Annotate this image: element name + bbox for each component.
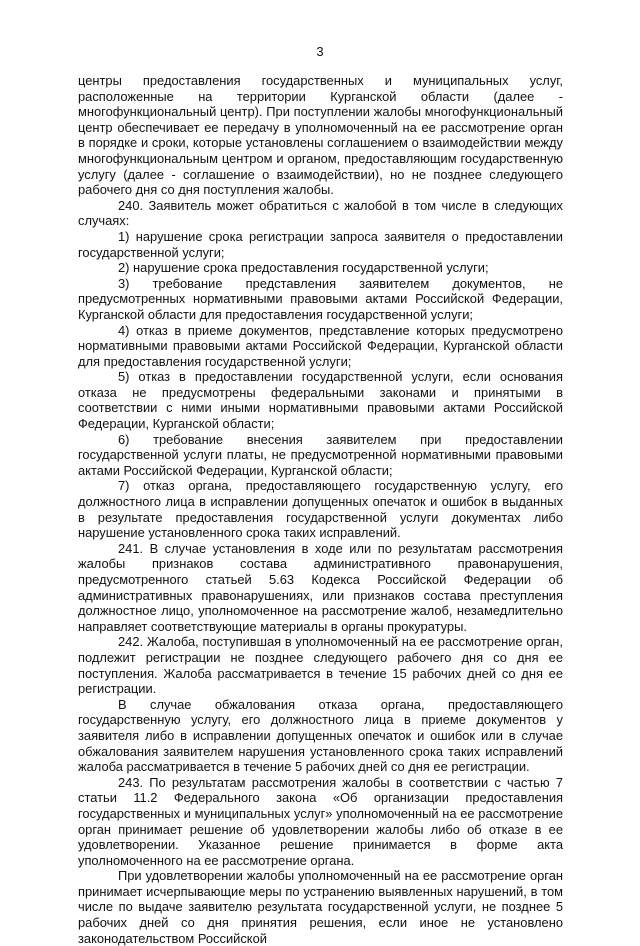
list-item-1: 1) нарушение срока регистрации запроса заявителя о предоставлении государственной услуги; [78,228,563,260]
list-item-7: 7) отказ органа, предоставляющего государственную услугу, его должностного лица в исправлении допущенных опечаток и ошибок в выданных в результате предоставления государственной услуги документах либо нарушение установленного срока таких исправлений. [78,478,563,541]
paragraph-242: 242. Жалоба, поступившая в уполномоченный на ее рассмотрение орган, подлежит регистрации не позднее следующего рабочего дня со дня ее поступления. Жалоба рассматривается в течение 15 рабочих дней со дня ее регистрации. [78,634,563,697]
paragraph-243-continuation: При удовлетворении жалобы уполномоченный на ее рассмотрение орган принимает исчерпывающие меры по устранению выявленных нарушений, в том числе по выдаче заявителю результата государственной услуги, не позднее 5 рабочих дней со дня принятия решения, если иное не установлено законодательством Российской [78,868,563,946]
paragraph-243: 243. По результатам рассмотрения жалобы в соответствии с частью 7 статьи 11.2 Федерального закона «Об организации предоставления государственных и муниципальных услуг» уполномоченный на ее рассмотрение орган принимает решение об удовлетворении жалобы либо об отказе в ее удовлетворении. Указанное решение принимается в форме акта уполномоченного на ее рассмотрение органа. [78,774,563,868]
list-item-6: 6) требование внесения заявителем при предоставлении государственной услуги платы, не предусмотренной нормативными правовыми актами Российской Федерации, Курганской области; [78,431,563,478]
list-item-2: 2) нарушение срока предоставления государственной услуги; [118,260,489,276]
paragraph-241: 241. В случае установления в ходе или по результатам рассмотрения жалобы признаков состава административного правонарушения, предусмотренного статьей 5.63 Кодекса Российской Федерации об административных правонарушениях, или признаков состава преступления должностное лицо, уполномоченное на рассмотрение жалоб, незамедлительно направляет соответствующие материалы в органы прокуратуры. [78,540,563,634]
list-item-4: 4) отказ в приеме документов, представление которых предусмотрено нормативными правовыми актами Российской Федерации, Курганской области для предоставления государственной услуги; [78,322,563,369]
list-item-5: 5) отказ в предоставлении государственной услуги, если основания отказа не предусмотрены федеральными законами и принятыми в соответствии с ними иными нормативными правовыми актами Российской Федерации, Курганской области; [78,369,563,432]
paragraph-240: 240. Заявитель может обратиться с жалобой в том числе в следующих случаях: [78,197,563,229]
list-item-3: 3) требование представления заявителем документов, не предусмотренных нормативными правовыми актами Российской Федерации, Курганской области для предоставления государственной услуги; [78,275,563,322]
document-body [78,73,563,946]
paragraph-242-continuation: В случае обжалования отказа органа, предоставляющего государственную услугу, его должностного лица в приеме документов у заявителя либо в исправлении допущенных опечаток и ошибок или в случае обжалования заявителем нарушения установленного срока таких исправлений жалоба рассматривается в течение 5 рабочих дней со дня ее регистрации. [78,696,563,775]
page-number: 3 [316,44,324,59]
paragraph-intro-continuation: центры предоставления государственных и муниципальных услуг, расположенные на территории Курганской области (далее - многофункциональный центр). При поступлении жалобы многофункциональный центр обеспечивает ее передачу в уполномоченный на ее рассмотрение орган в порядке и сроки, которые установлены соглашением о взаимодействии между многофункциональным центром и органом, предоставляющим государственную услугу (далее - соглашение о взаимодействии), но не позднее следующего рабочего дня со дня поступления жалобы. [78,73,563,198]
